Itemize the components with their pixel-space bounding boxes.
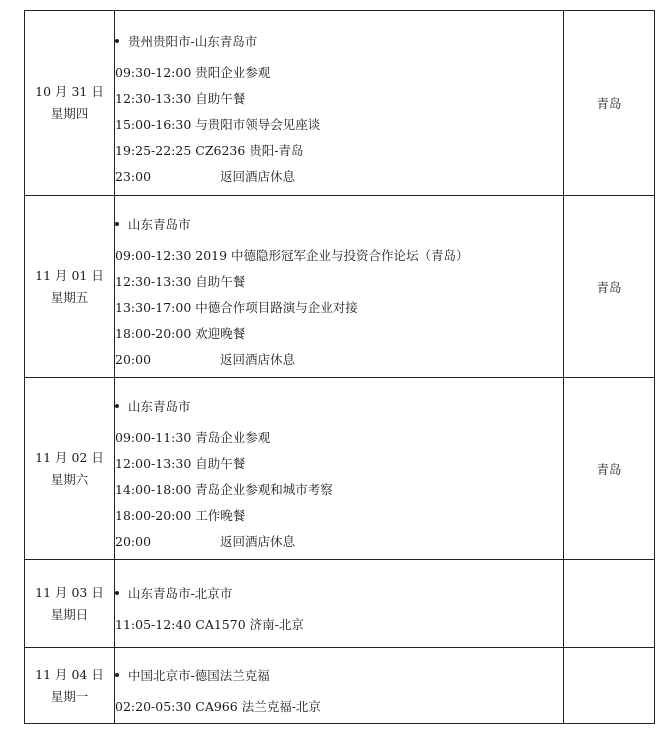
schedule-item [115,295,563,321]
weekday-label: 星期一 [50,688,89,704]
date-label: 10 月 31 日 [35,84,104,99]
schedule-item [115,529,563,555]
schedule-item [115,347,563,373]
schedule-item [115,477,563,503]
city-cell [564,648,655,724]
schedule-item [115,503,563,529]
activity-text: CA1570 济南-北京 [195,617,304,632]
activity-text: 自助午餐 [195,274,246,289]
schedule-detail [115,560,564,648]
day-row [25,196,655,378]
activity-text: 与贵阳市领导会见座谈 [195,116,321,132]
weekday-label: 星期四 [50,106,89,121]
weekday-label: 星期五 [50,289,89,305]
activity-text: 返回酒店休息 [220,168,296,184]
city-cell: 青岛 [564,11,655,196]
date-cell [25,196,115,378]
activity-text: 返回酒店休息 [220,534,296,549]
time-range: 19:25-22:25 [115,142,192,158]
location-text: 山东青岛市-北京市 [128,586,233,601]
schedule-detail [115,196,564,378]
time-range: 09:30-12:00 [115,64,192,80]
activity-text: 欢迎晚餐 [195,326,246,341]
location-heading [115,394,563,420]
bullet-icon [115,222,119,226]
date-label: 11 月 03 日 [35,584,104,600]
time-range: 09:00-12:30 [115,248,192,263]
time-range: 13:30-17:00 [115,300,192,315]
time-range: 18:00-20:00 [115,326,192,341]
location-text: 中国北京市-德国法兰克福 [128,668,270,683]
time-range: 18:00-20:00 [115,508,192,523]
location-text: 贵州贵阳市-山东青岛市 [128,33,258,49]
time-range: 02:20-05:30 [115,699,192,714]
schedule-detail [115,378,564,560]
location-heading [115,663,563,689]
time-range: 20:00 [115,352,152,367]
activity-text: 中德合作项目路演与企业对接 [195,300,358,315]
activity-text: 工作晚餐 [195,508,246,523]
city-cell: 青岛 [564,196,655,378]
activity-text: CZ6236 贵阳-青岛 [195,142,304,158]
weekday-label: 星期日 [50,606,89,622]
date-label: 11 月 04 日 [35,666,104,682]
time-range: 12:30-13:30 [115,274,192,289]
schedule-item [115,243,563,269]
schedule-item [115,425,563,451]
date-label: 11 月 02 日 [35,449,104,465]
activity-text: CA966 法兰克福-北京 [195,699,321,714]
time-range: 23:00 [115,168,152,184]
schedule-item [115,612,563,638]
date-label: 11 月 01 日 [35,267,104,283]
time-range: 15:00-16:30 [115,116,192,132]
time-range: 09:00-11:30 [115,430,192,445]
location-text: 山东青岛市 [128,217,191,232]
time-range: 11:05-12:40 [115,617,192,632]
schedule-item [115,321,563,347]
date-cell [25,11,115,196]
schedule-detail [115,11,564,196]
activity-text: 2019 中德隐形冠军企业与投资合作论坛（青岛） [195,248,469,263]
location-heading [115,29,563,55]
activity-text: 自助午餐 [195,456,246,471]
location-text: 山东青岛市 [128,399,191,414]
day-row [25,378,655,560]
day-row [25,648,655,724]
weekday-label: 星期六 [50,471,89,487]
schedule-item [115,269,563,295]
schedule-detail [115,648,564,724]
city-cell [564,560,655,648]
date-cell [25,560,115,648]
time-range: 20:00 [115,534,152,549]
location-heading [115,212,563,238]
schedule-item [115,138,563,164]
activity-text: 贵阳企业参观 [195,64,271,80]
schedule-item [115,86,563,112]
schedule-item [115,112,563,138]
location-heading [115,581,563,607]
activity-text: 自助午餐 [195,90,246,106]
bullet-icon [115,404,119,408]
day-row [25,11,655,196]
activity-text: 青岛企业参观和城市考察 [195,482,333,497]
time-range: 12:00-13:30 [115,456,192,471]
schedule-item [115,694,563,720]
city-cell: 青岛 [564,378,655,560]
activity-text: 青岛企业参观 [195,430,271,445]
date-cell [25,648,115,724]
date-cell [25,378,115,560]
day-row [25,560,655,648]
bullet-icon [115,39,119,43]
activity-text: 返回酒店休息 [220,352,296,367]
time-range: 12:30-13:30 [115,90,192,106]
schedule-item [115,60,563,86]
schedule-item [115,451,563,477]
time-range: 14:00-18:00 [115,482,192,497]
bullet-icon [115,591,119,595]
schedule-item [115,164,563,190]
bullet-icon [115,673,119,677]
itinerary-table [24,10,655,724]
